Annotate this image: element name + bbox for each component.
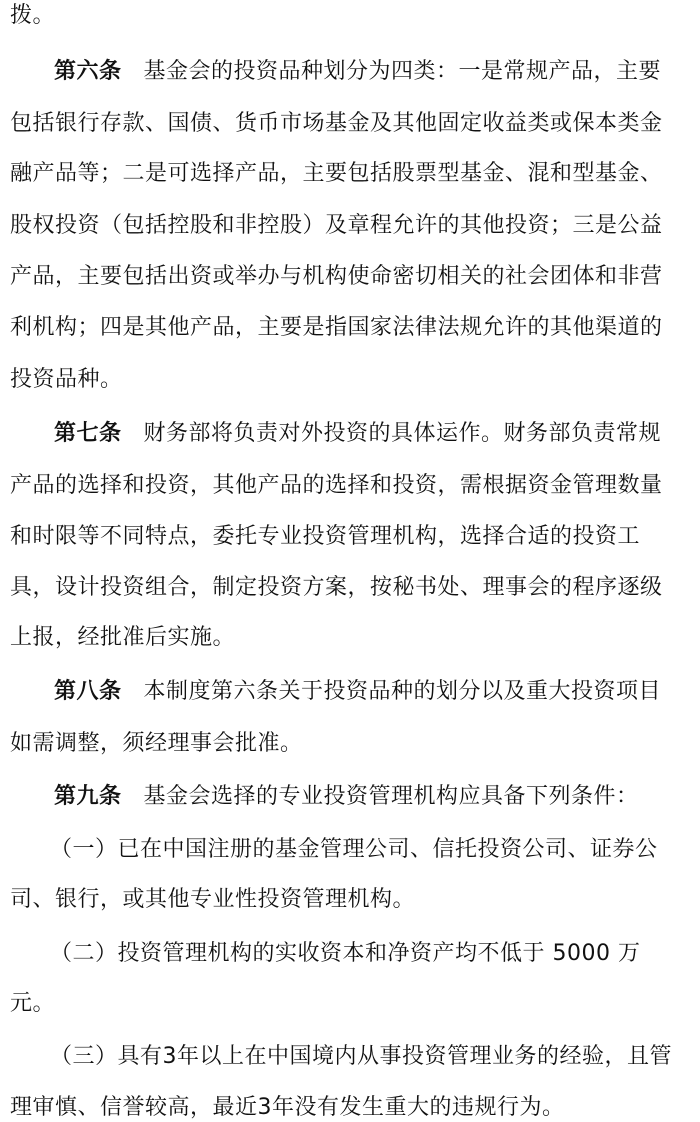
text-line: 如需调整，须经理事会批准。 (10, 731, 303, 756)
article-6-line (54, 58, 661, 86)
text-line: （三）具有3年以上在中国境内从事投资管理业务的经验，且管 (50, 1044, 672, 1069)
text-line: （二）投资管理机构的实收资本和净资产均不低于 5000 万 (50, 941, 641, 966)
text-line: 上报，经批准后实施。 (10, 625, 236, 650)
text-line: 具，设计投资组合，制定投资方案，按秘书处、理事会的程序逐级 (10, 575, 663, 600)
text-line: 投资品种。 (10, 367, 123, 392)
text-line: 元。 (10, 991, 56, 1016)
article-heading: 第九条 (54, 784, 122, 809)
article-9-line (54, 783, 639, 811)
article-7-line (54, 420, 661, 448)
article-text: 本制度第六条关于投资品种的划分以及重大投资项目 (143, 679, 662, 704)
article-heading: 第六条 (54, 59, 122, 84)
article-text: 财务部将负责对外投资的具体运作。财务部负责常规 (143, 421, 662, 446)
text-line: 股权投资（包括控股和非控股）及章程允许的其他投资；三是公益 (10, 213, 663, 238)
text-line: 融产品等；二是可选择产品，主要包括股票型基金、混和型基金、 (10, 161, 663, 186)
text-line: （一）已在中国注册的基金管理公司、信托投资公司、证券公 (50, 837, 658, 862)
text-line: 拨。 (10, 3, 56, 28)
text-line: 司、银行，或其他专业性投资管理机构。 (10, 887, 416, 912)
article-8-line (54, 678, 661, 706)
text-line: 包括银行存款、国债、货币市场基金及其他固定收益类或保本类金 (10, 111, 663, 136)
text-line: 产品，主要包括出资或举办与机构使命密切相关的社会团体和非营 (10, 264, 663, 289)
text-line: 和时限等不同特点，委托专业投资管理机构，选择合适的投资工 (10, 524, 641, 549)
article-heading: 第八条 (54, 679, 122, 704)
article-heading: 第七条 (54, 421, 122, 446)
article-text: 基金会的投资品种划分为四类：一是常规产品，主要 (143, 59, 662, 84)
text-line: 理审慎、信誉较高，最近3年没有发生重大的违规行为。 (10, 1095, 565, 1120)
text-line: 产品的选择和投资，其他产品的选择和投资，需根据资金管理数量 (10, 473, 663, 498)
article-text: 基金会选择的专业投资管理机构应具备下列条件： (143, 784, 639, 809)
text-line: 利机构；四是其他产品，主要是指国家法律法规允许的其他渠道的 (10, 315, 663, 340)
